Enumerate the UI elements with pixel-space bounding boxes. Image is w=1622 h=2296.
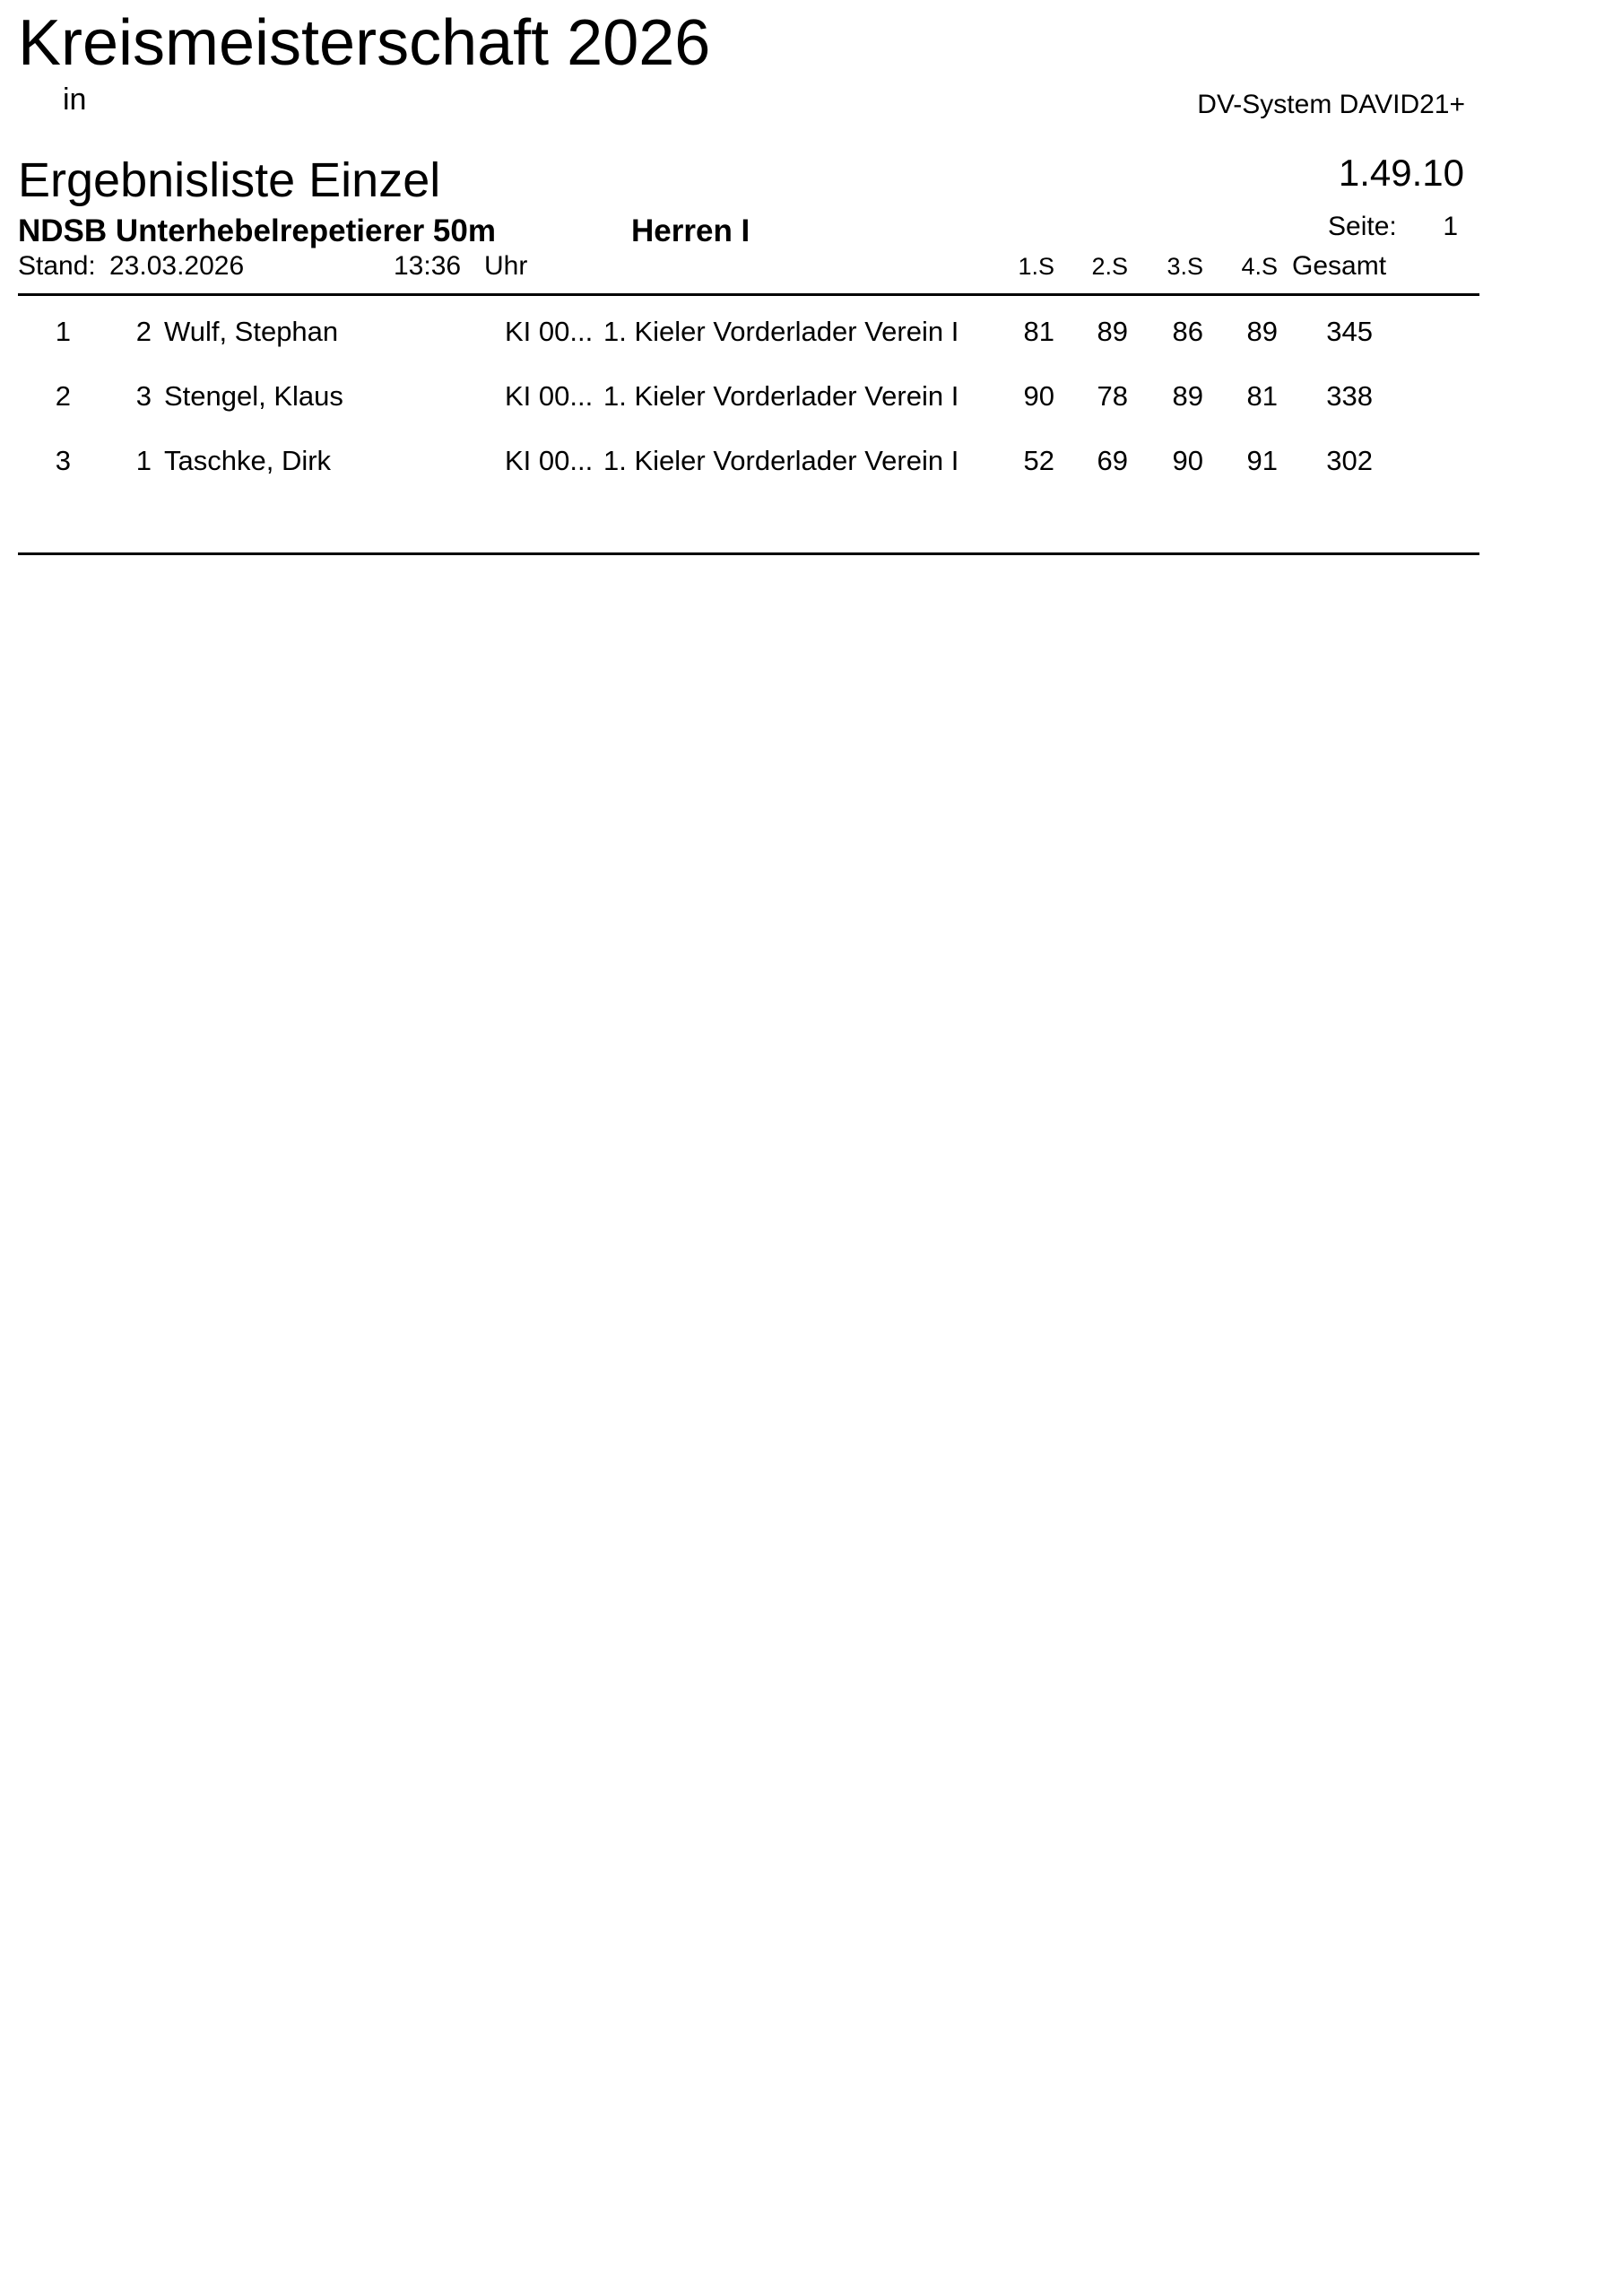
name-cell: Wulf, Stephan — [164, 316, 339, 347]
series-3-cell: 86 — [1172, 316, 1203, 347]
document-title: Kreismeisterschaft 2026 — [18, 7, 711, 79]
name-cell: Taschke, Dirk — [164, 445, 332, 476]
table-row — [0, 447, 1622, 483]
rank-cell: 1 — [55, 316, 71, 347]
name-cell: Stengel, Klaus — [164, 380, 343, 412]
start-number-cell: 3 — [135, 380, 152, 412]
series-4-cell: 89 — [1246, 316, 1278, 347]
total-cell: 338 — [1326, 380, 1373, 412]
page-label: Seite: — [1328, 212, 1397, 241]
stand-time: 13:36 — [394, 251, 462, 281]
total-cell: 345 — [1326, 316, 1373, 347]
series-1-cell: 90 — [1023, 380, 1054, 412]
start-number-cell: 1 — [135, 445, 152, 476]
table-row — [0, 382, 1622, 418]
column-header-s3: 3.S — [1167, 253, 1203, 280]
club-cell: 1. Kieler Vorderlader Verein I — [603, 316, 959, 347]
version-number: 1.49.10 — [1338, 152, 1464, 194]
club-code-cell: KI 00... — [505, 445, 594, 476]
table-row — [0, 317, 1622, 353]
club-cell: 1. Kieler Vorderlader Verein I — [603, 380, 959, 412]
competition-name: NDSB Unterhebelrepetierer 50m — [18, 213, 496, 248]
stand-date: 23.03.2026 — [109, 251, 245, 281]
series-1-cell: 52 — [1023, 445, 1054, 476]
list-title: Ergebnisliste Einzel — [18, 153, 441, 207]
series-3-cell: 89 — [1172, 380, 1203, 412]
system-name: DV-System DAVID21+ — [1197, 90, 1465, 119]
header-divider — [18, 293, 1479, 296]
class-name: Herren I — [631, 213, 750, 248]
column-header-s4: 4.S — [1241, 253, 1278, 280]
series-3-cell: 90 — [1172, 445, 1203, 476]
column-header-s1: 1.S — [1018, 253, 1054, 280]
column-header-total: Gesamt — [1292, 251, 1387, 281]
stand-uhr: Uhr — [484, 251, 528, 281]
series-4-cell: 91 — [1246, 445, 1278, 476]
series-1-cell: 81 — [1023, 316, 1054, 347]
total-cell: 302 — [1326, 445, 1373, 476]
page-number: 1 — [1443, 212, 1458, 241]
footer-divider — [18, 552, 1479, 555]
start-number-cell: 2 — [135, 316, 152, 347]
location-prefix: in — [63, 83, 87, 117]
club-code-cell: KI 00... — [505, 316, 594, 347]
series-4-cell: 81 — [1246, 380, 1278, 412]
series-2-cell: 69 — [1097, 445, 1128, 476]
club-code-cell: KI 00... — [505, 380, 594, 412]
series-2-cell: 78 — [1097, 380, 1128, 412]
column-header-s2: 2.S — [1091, 253, 1128, 280]
series-2-cell: 89 — [1097, 316, 1128, 347]
rank-cell: 3 — [55, 445, 71, 476]
club-cell: 1. Kieler Vorderlader Verein I — [603, 445, 959, 476]
rank-cell: 2 — [55, 380, 71, 412]
stand-label: Stand: — [18, 251, 96, 281]
